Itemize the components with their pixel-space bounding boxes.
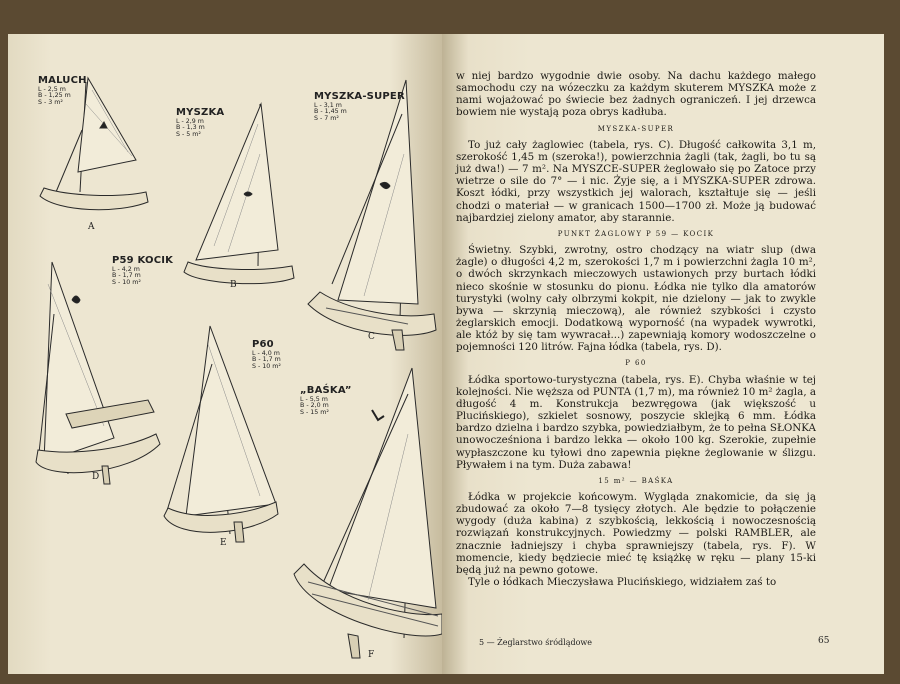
spec-sail-area: S - 15 m² — [300, 408, 329, 416]
left-page — [8, 34, 442, 674]
spec-sail-area: S - 3 m² — [38, 98, 63, 106]
spec-sail-area: S - 10 m² — [112, 278, 141, 286]
spec-length: L - 5,5 m — [300, 395, 328, 403]
spec-beam: B - 1,25 m — [38, 92, 71, 100]
right-page — [442, 34, 884, 674]
figure-label-b: B — [230, 280, 237, 290]
spec-length: L - 2,5 m — [38, 85, 66, 93]
boat-label-myszka-super — [314, 92, 405, 122]
spec-sail-area: S - 7 m² — [314, 114, 339, 122]
spec-beam: B - 1,3 m — [176, 124, 205, 132]
page-number: 65 — [818, 636, 830, 646]
boat-name: MYSZKA-SUPER — [314, 91, 405, 102]
closing-paragraph: Tyle o łódkach Mieczysława Plucińskiego, widziałem zaś to — [468, 576, 777, 589]
section-text-baska: Łódka w projekcie końcowym. Wygląda znakomicie, da się ją zbudować za około 7—8 tysięcy złotych. Ale będzie to połączenie wygody (duża kabina) z szybkością, lekkością i nowoczesnością rozwiązań konstrukcyjnych. Powiedzmy — polski RAMBLER, ale znacznie ładniejszy i chyba sprawniejszy (tabela, rys. F). W momencie, kiedy będziecie mieć tę książkę w ręku — plany 15-ki będą już na pewno gotowe. — [456, 491, 816, 576]
spec-length: L - 4,0 m — [252, 349, 280, 357]
figure-label-c: C — [368, 332, 375, 342]
section-heading-baska: 15 m² — BAŚKA — [598, 476, 674, 485]
boat-label-p60 — [252, 340, 281, 370]
section-text-kocik: Świetny. Szybki, zwrotny, ostro chodzący na wiatr slup (dwa żagle) o długości 4,2 m, szerokości 1,7 m i powierzchni żagla 10 m², o dwóch skrzynkach mieczowych ustawionych przy burtach łódki nieco skośnie w stosunku do pionu. Łódka nie tylko dla amatorów turystyki (wolny cały olbrzymi kokpit, nie dzielony — jak to zwykle bywa — skrzynią mieczową), ale również szybkości i czysto żeglarskich emocji. Dodatkową wyporność (na wypadek wywrotki, ale któż by się tam wywracał...) zapewniają komory wodoszczelne o pojemności 120 litrów. Fajna łódka (tabela, rys. D). — [456, 244, 816, 354]
boat-label-maluch — [38, 76, 87, 106]
boat-label-myszka — [176, 108, 224, 138]
figure-label-e: E — [220, 538, 227, 548]
article-text — [456, 70, 816, 588]
boat-name: P60 — [252, 339, 274, 350]
spec-length: L - 4,2 m — [112, 265, 140, 273]
boat-label-kocik — [112, 256, 173, 286]
spec-sail-area: S - 10 m² — [252, 362, 281, 370]
spec-length: L - 3,1 m — [314, 101, 342, 109]
section-text-p60: Łódka sportowo-turystyczna (tabela, rys. E). Chyba właśnie w tej kolejności. Nie węższa od PUNTA (1,7 m), ma również 10 m² żagla, a długość 4 m. Konstrukcja bezwręgowa (jak większość u Plucińskiego), szkielet sosnowy, poszycie sklejką 6 mm. Łódka bardzo dzielna i bardzo szybka, powiedziałbym, że to pełna SŁONKA unowocześniona i bardzo lekka — około 100 kg. Szerokie, zupełnie wypłaszczone ku tyłowi dno zapewnia piękne żeglowanie w ślizgu. Pływałem i na tym. Duża zabawa! — [456, 373, 817, 471]
spec-beam: B - 1,7 m — [112, 272, 141, 280]
boat-name: MALUCH — [38, 75, 87, 86]
spec-sail-area: S - 5 m² — [176, 130, 201, 138]
section-heading-p60: P 60 — [625, 359, 647, 368]
section-text-myszka-super: To już cały żaglowiec (tabela, rys. C). Długość całkowita 3,1 m, szerokość 1,45 m (szeroka!), powierzchnia żagli (tak, żagli, bo tu są już dwa!) — 7 m². Na MYSZCE-SUPER żeglowało się po Zatoce przy wietrze o sile do 7° — i nic. Żyje się, a i MYSZKA-SUPER zdrowa. Koszt łódki, przy wszystkich jej walorach, kształtuje się — jeśli chodzi o materiał — w granicach 1500—1700 zł. Może ją budować najbardziej zielony amator, aby starannie. — [456, 138, 816, 224]
section-heading-kocik: PUNKT ŻAGLOWY P 59 — KOCIK — [557, 229, 715, 238]
running-footer: 5 — Żeglarstwo śródlądowe — [479, 638, 592, 647]
spec-length: L - 2,9 m — [176, 117, 204, 125]
intro-paragraph: w niej bardzo wygodnie dwie osoby. Na dachu każdego małego samochodu czy na wózeczku za każdym skuterem MYSZKA może z nami wojażować po świecie bez żadnych ograniczeń. I jej drzewca bowiem nie wystają poza obrys kadłuba. — [456, 70, 816, 119]
spec-beam: B - 1,7 m — [252, 356, 281, 364]
boat-name: „BAŚKA” — [300, 385, 352, 396]
boat-label-baska — [300, 386, 352, 416]
sailboat-illustrations — [8, 34, 442, 674]
figure-label-a: A — [88, 222, 95, 232]
spec-beam: B - 2,0 m — [300, 402, 329, 410]
boat-name: P59 KOCIK — [112, 255, 174, 266]
figure-label-d: D — [92, 472, 100, 482]
boat-name: MYSZKA — [176, 107, 225, 118]
spec-beam: B - 1,45 m — [314, 108, 347, 116]
section-heading-myszka-super: MYSZKA-SUPER — [597, 124, 675, 133]
figure-label-f: F — [368, 650, 375, 660]
boat-illustration-kocik — [36, 262, 160, 484]
